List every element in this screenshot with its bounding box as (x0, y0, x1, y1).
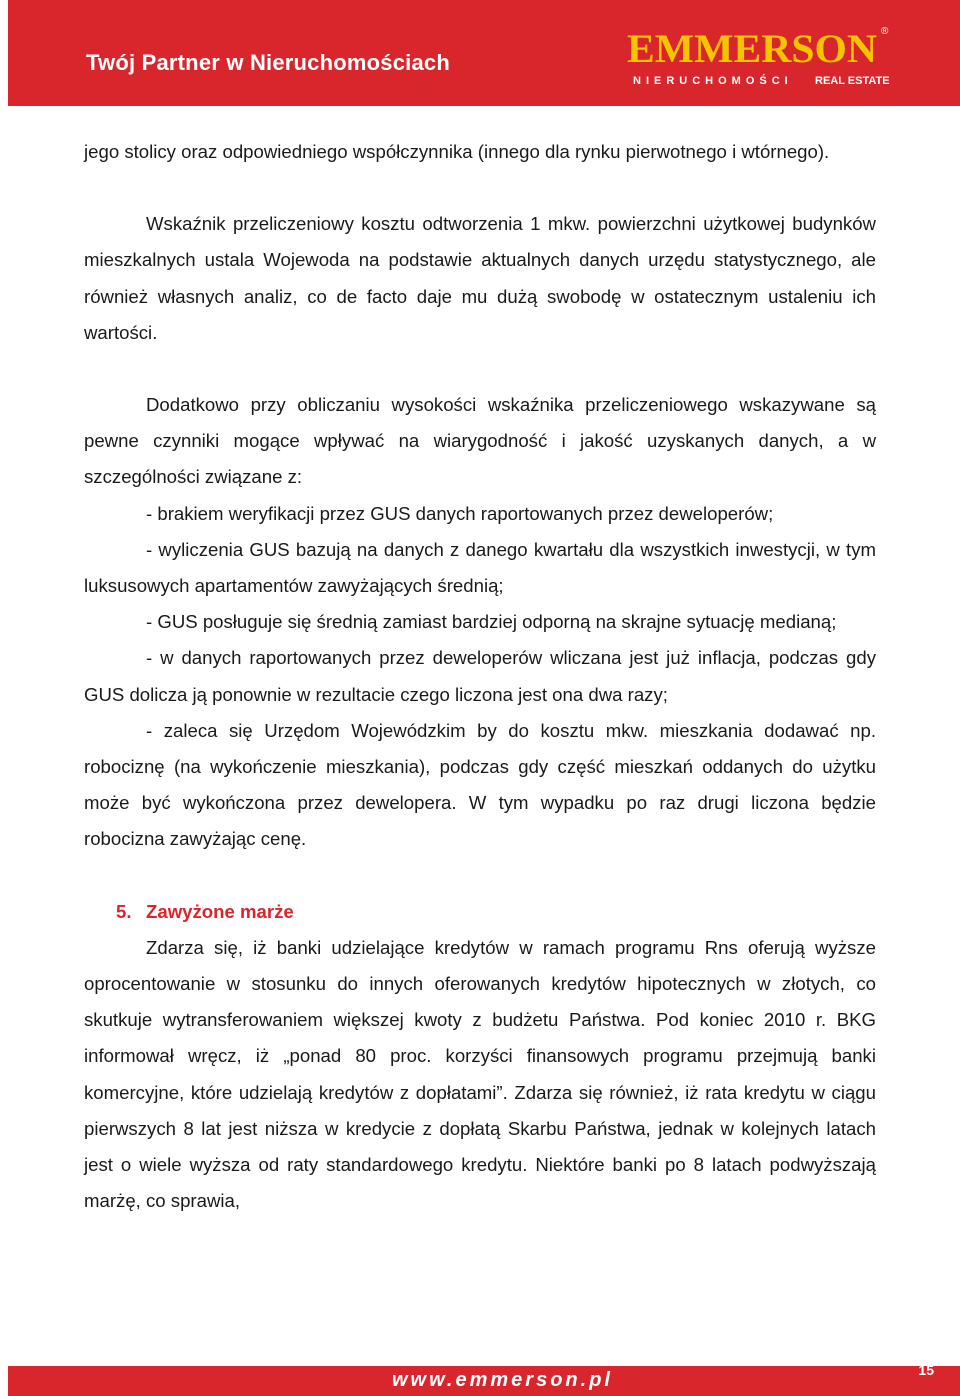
spacer (84, 170, 876, 206)
spacer (84, 351, 876, 387)
logo-subtitle: NIERUCHOMOŚCI (633, 75, 793, 87)
section-title: Zawyżone marże (146, 900, 294, 922)
footer-website-link[interactable]: www.emmerson.pl (392, 1369, 613, 1391)
paragraph-4: Zdarza się, iż banki udzielające kredytów w ramach programu Rns oferują wyższe oprocentowanie w stosunku do innych oferowanych kredytów hipotecznych w złotych, co skutkuje wytransferowaniem większej kwoty z budżetu Państwa. Pod koniec 2010 r. BKG informował wręcz, iż „ponad 80 proc. korzyści finansowych programu przejmują banki komercyjne, które udzielają kredytów z dopłatami”. Zdarza się również, iż rata kredytu w ciągu pierwszych 8 lat jest niższa w kredycie z dopłatą Skarbu Państwa, jednak w kolejnych latach jest o wiele wyższa od raty standardowego kredytu. Niektóre banki po 8 latach podwyższają marżę, co sprawia, (84, 936, 876, 1212)
page-number: 15 (918, 1362, 934, 1378)
spacer (84, 858, 876, 894)
logo-tag: REAL ESTATE (815, 75, 890, 87)
paragraph-2: Wskaźnik przeliczeniowy kosztu odtworzenia 1 mkw. powierzchni użytkowej budynków mieszkalnych ustala Wojewoda na podstawie aktualnych danych urzędu statystycznego, ale również własnych analiz, co de facto daje mu dużą swobodę w ostatecznym ustaleniu ich wartości. (84, 213, 876, 343)
list-item: - w danych raportowanych przez deweloperów wliczana jest już inflacja, podczas gdy GUS dolicza ją ponownie w rezultacie czego liczona jest ona dwa razy; (84, 647, 876, 705)
paragraph-1: jego stolicy oraz odpowiedniego współczynnika (innego dla rynku pierwotnego i wtórnego). (84, 141, 830, 162)
paragraph-3: Dodatkowo przy obliczaniu wysokości wskaźnika przeliczeniowego wskazywane są pewne czynniki mogące wpływać na wiarygodność i jakość uzyskanych danych, a w szczególności związane z: (84, 394, 876, 488)
list-item: - brakiem weryfikacji przez GUS danych raportowanych przez deweloperów; (146, 502, 774, 524)
page-header (8, 0, 960, 106)
section-number: 5. (116, 900, 132, 922)
logo-wordmark: EMMERSON (627, 26, 878, 71)
registered-mark: ® (881, 26, 889, 37)
emmerson-logo (625, 24, 893, 98)
list-item: - wyliczenia GUS bazują na danych z danego kwartału dla wszystkich inwestycji, w tym luksusowych apartamentów zawyżających średnią; (84, 538, 876, 597)
section-heading (84, 894, 876, 930)
list-item: - zaleca się Urzędom Wojewódzkim by do kosztu mkw. mieszkania dodawać np. robociznę (na wykończenie mieszkania), podczas gdy część mieszkań oddanych do użytku może być wykończona przez dewelopera. W tym wypadku po raz drugi liczona będzie robocizna zawyżając cenę. (84, 719, 876, 850)
header-title: Twój Partner w Nieruchomościach (86, 50, 450, 75)
page-footer (8, 1362, 960, 1396)
page-content (84, 134, 876, 1219)
list-item: - GUS posługuje się średnią zamiast bardziej odporną na skrajne sytuację medianą; (146, 611, 837, 633)
